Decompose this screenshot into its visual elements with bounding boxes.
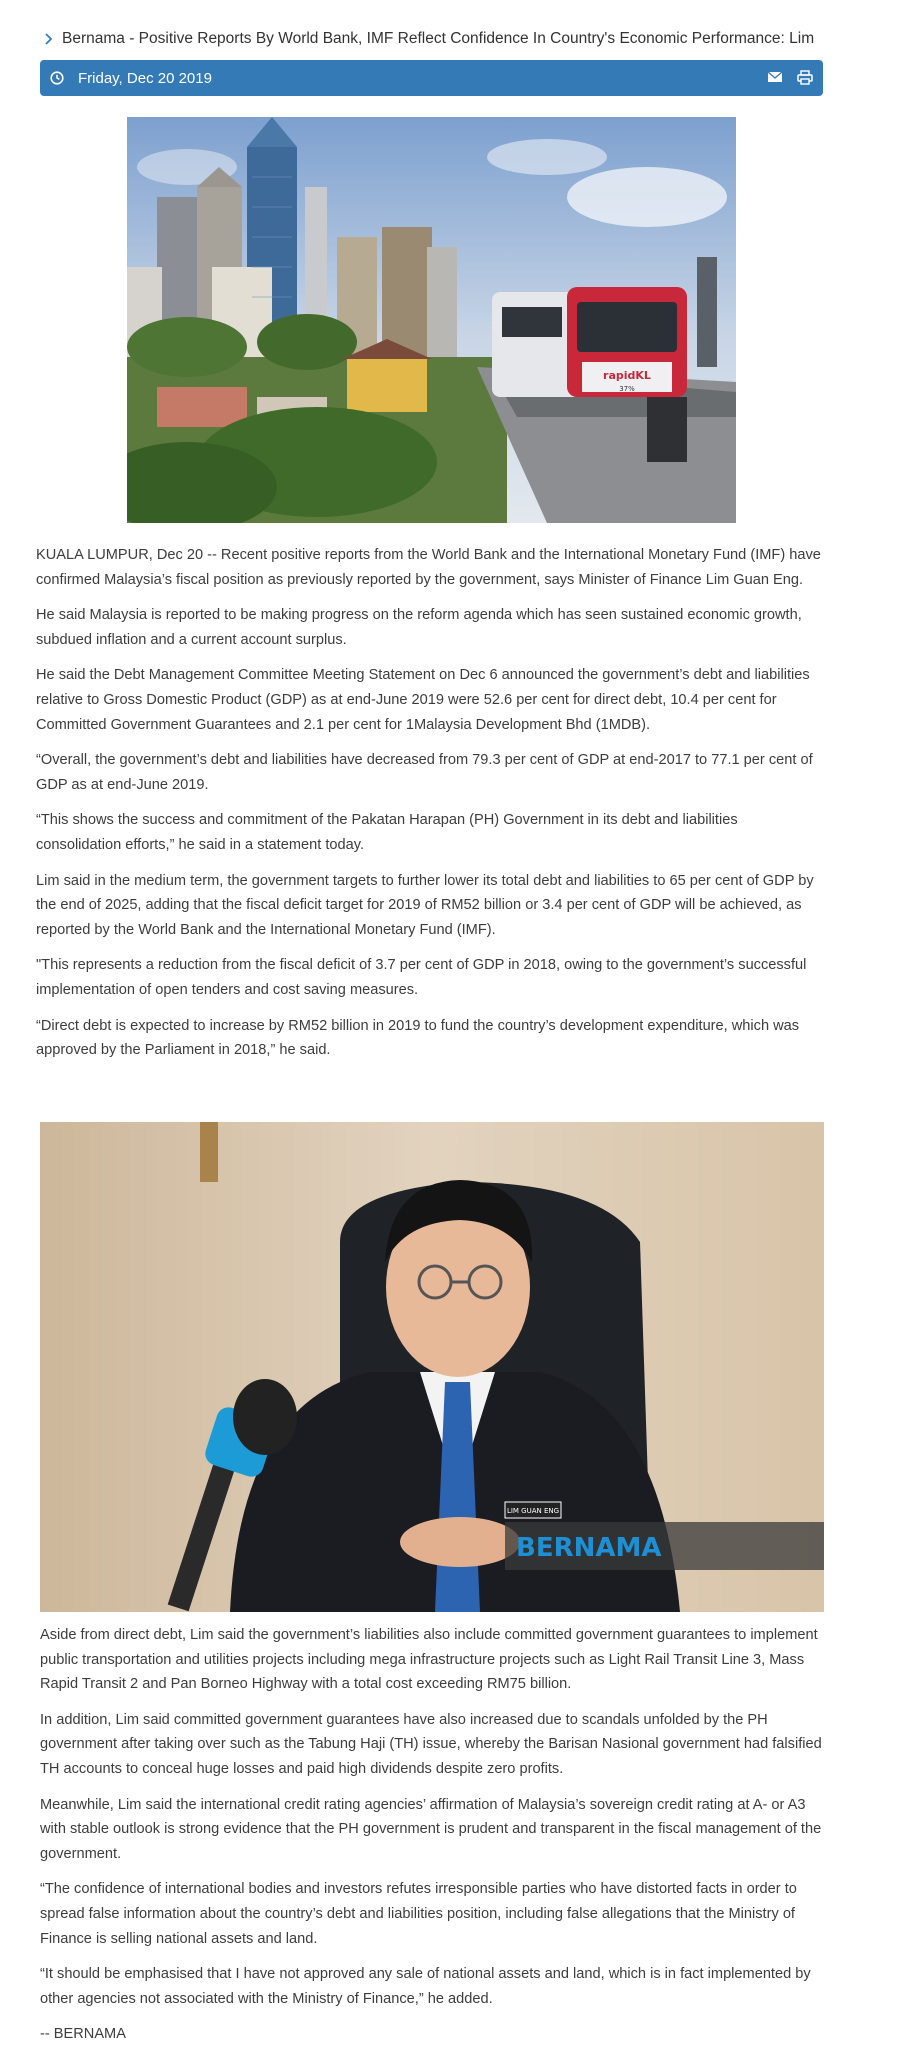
paragraph: “The confidence of international bodies and investors refutes irresponsible parties who have distorted facts in order to spread false information about the country’s debt and liabilities position, including false allegations that the Ministry of Finance is selling national assets and land. <box>40 1881 797 1947</box>
bernama-watermark: BERNAMA <box>516 1533 662 1563</box>
chevron-right-icon <box>44 32 54 46</box>
envelope-icon[interactable] <box>767 70 783 84</box>
publish-date: Friday, Dec 20 2019 <box>78 69 212 87</box>
article-body-top <box>36 543 826 1074</box>
clock-icon <box>50 71 64 85</box>
kuala-lumpur-skyline-photo <box>127 117 736 523</box>
date-bar <box>40 60 823 96</box>
article-body-bottom <box>40 1623 830 2058</box>
paragraph: Meanwhile, Lim said the international credit rating agencies’ affirmation of Malaysia’s sovereign credit rating at A- or A3 with stable outlook is strong evidence that the PH government is prudent and transparent in the fiscal management of the government. <box>40 1796 822 1862</box>
paragraph: He said the Debt Management Committee Meeting Statement on Dec 6 announced the government’s debt and liabilities relative to Gross Domestic Product (GDP) as at end-June 2019 were 52.6 per cent for direct debt, 10.4 per cent for Committed Government Guarantees and 2.1 per cent for 1Malaysia Development Bhd (1MDB). <box>36 667 810 733</box>
headline-text: Bernama - Positive Reports By World Bank, IMF Reflect Confidence In Country's Economic Performance: Lim <box>62 30 815 47</box>
train-number: 37% <box>619 385 635 393</box>
paragraph: Aside from direct debt, Lim said the government’s liabilities also include committed government guarantees to implement public transportation and utilities projects including mega infrastructure projects such as Light Rail Transit Line 3, Mass Rapid Transit 2 and Pan Borneo Highway with a total cost exceeding RM75 billion. <box>40 1627 818 1693</box>
print-icon[interactable] <box>797 70 813 85</box>
nameplate: LIM GUAN ENG <box>506 1507 560 1515</box>
article-headline[interactable] <box>44 27 844 51</box>
paragraph: "This represents a reduction from the fiscal deficit of 3.7 per cent of GDP in 2018, owing to the government’s successful implementation of open tenders and cost saving measures. <box>36 957 807 998</box>
paragraph: Lim said in the medium term, the government targets to further lower its total debt and liabilities to 65 per cent of GDP by the end of 2025, adding that the fiscal deficit target for 2019 of RM52 billion or 3.4 per cent of GDP will be achieved, as reported by the World Bank and the International Monetary Fund (IMF). <box>36 872 814 938</box>
paragraph: In addition, Lim said committed government guarantees have also increased due to scandals unfolded by the PH government after taking over such as the Tabung Haji (TH) issue, whereby the Barisan Nasional government had falsified TH accounts to conceal huge losses and paid high dividends despite zero profits. <box>40 1711 822 1777</box>
minister-photo <box>40 1122 824 1612</box>
paragraph: “It should be emphasised that I have not approved any sale of national assets and land, which is in fact implemented by other agencies not associated with the Ministry of Finance,” he added. <box>40 1966 811 2007</box>
paragraph: “Overall, the government’s debt and liabilities have decreased from 79.3 per cent of GDP at end-2017 to 77.1 per cent of GDP as at end-June 2019. <box>36 752 813 793</box>
paragraph: “Direct debt is expected to increase by RM52 billion in 2019 to fund the country’s development expenditure, which was approved by the Parliament in 2018,” he said. <box>36 1017 800 1059</box>
paragraph: “This shows the success and commitment of the Pakatan Harapan (PH) Government in its debt and liabilities consolidation efforts,” he said in a statement today. <box>36 812 738 853</box>
paragraph: KUALA LUMPUR, Dec 20 -- Recent positive reports from the World Bank and the International Monetary Fund (IMF) have confirmed Malaysia’s fiscal position as previously reported by the government, says Minister of Finance Lim Guan Eng. <box>36 547 821 588</box>
train-label: rapidKL <box>603 369 651 382</box>
paragraph: He said Malaysia is reported to be making progress on the reform agenda which has seen sustained economic growth, subdued inflation and a current account surplus. <box>36 607 802 648</box>
byline: -- BERNAMA <box>40 2026 126 2043</box>
